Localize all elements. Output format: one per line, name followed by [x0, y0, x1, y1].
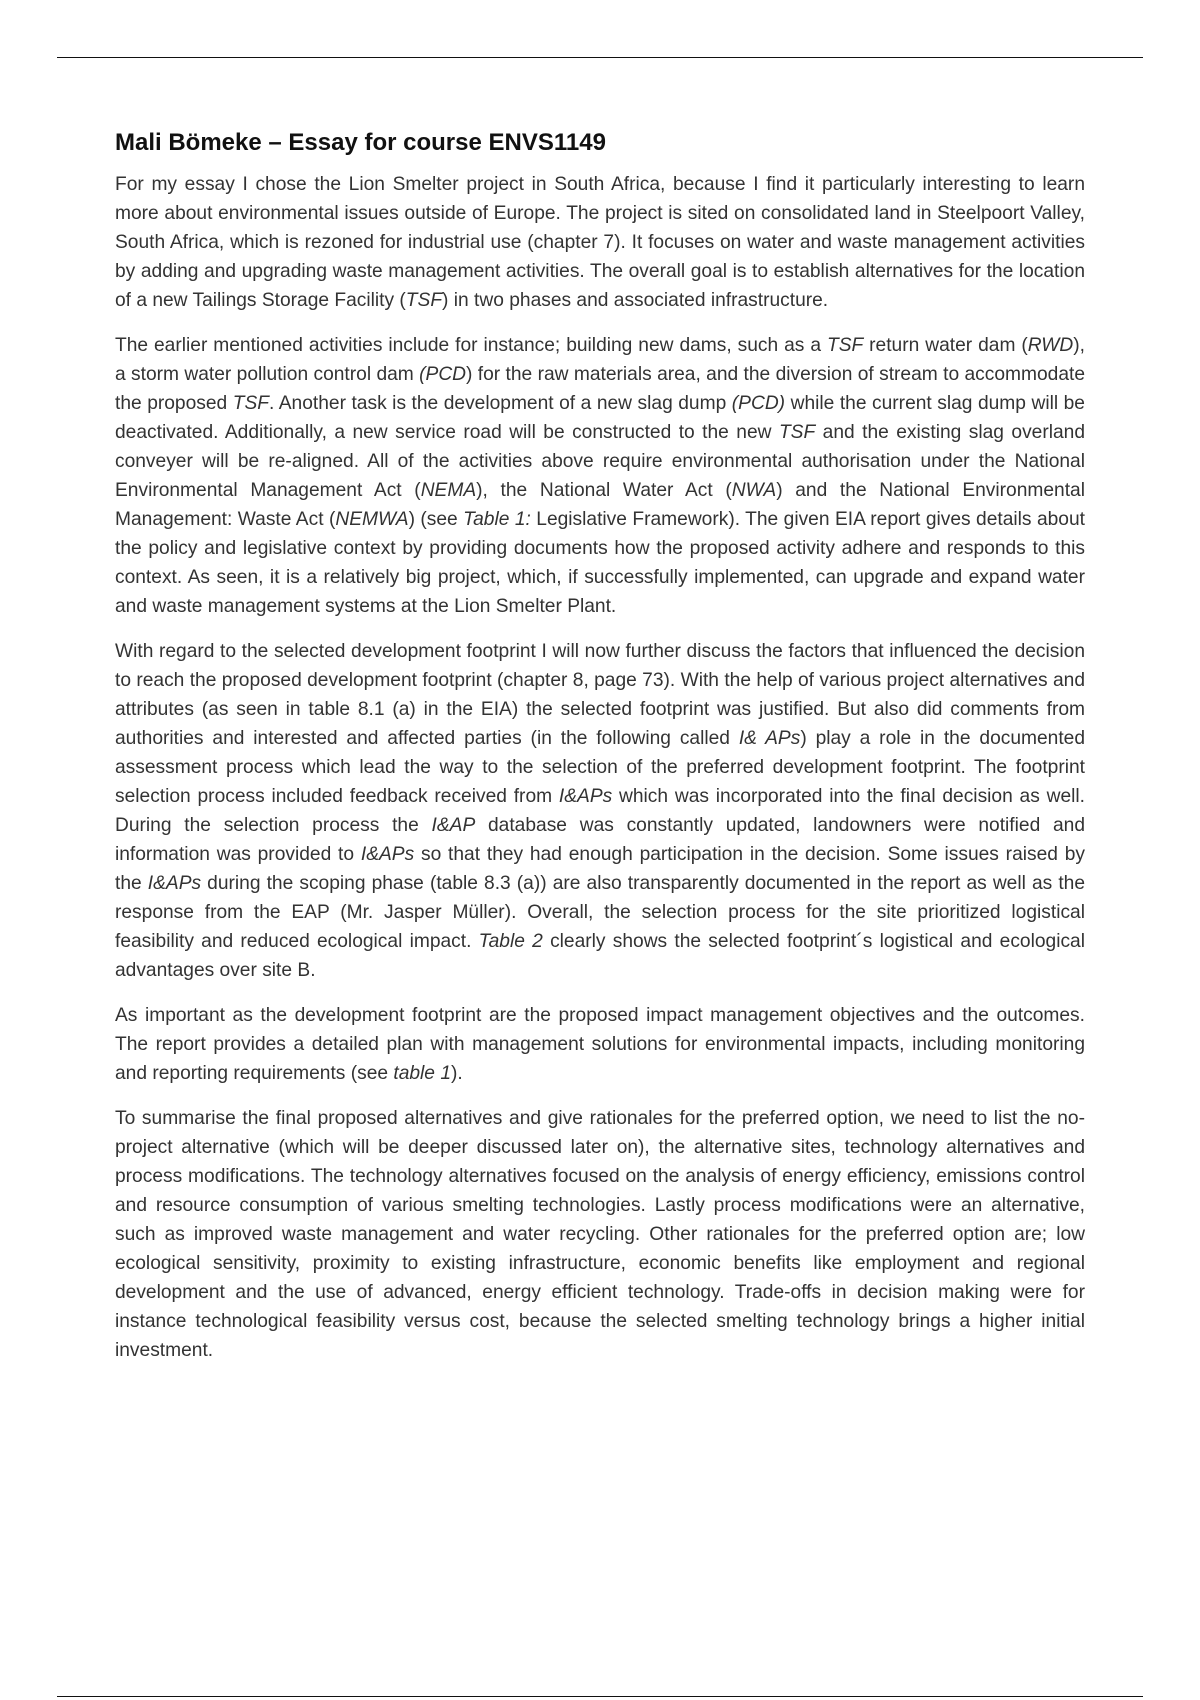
- italic-text: NEMWA: [335, 509, 409, 530]
- paragraph-footprint: [115, 637, 1085, 985]
- text-run: For my essay I chose the Lion Smelter project in South Africa, because I find it particularly interesting to learn more about environmental issues outside of Europe. The project is sited on consolidated land in Steelpoort Valley, South Africa, which is rezoned for industrial use (chapter 7). It focuses on water and waste management activities by adding and upgrading waste management activities. The overall goal is to establish alternatives for the location of a new Tailings Storage Facility (: [115, 174, 1085, 311]
- text-run: ) (see: [408, 509, 464, 530]
- document-body: [115, 127, 1085, 1381]
- italic-text: TSF: [232, 393, 269, 414]
- italic-text: (PCD: [419, 364, 467, 385]
- text-run: clearly shows the selected footprint´s logistical and ecological advantages over site B.: [115, 931, 1085, 981]
- text-run: database was constantly updated, landowners were notified and information was provided to: [115, 815, 1086, 865]
- paragraph-intro: [115, 170, 1085, 315]
- text-run: ) for the raw materials area, and the diversion of stream to accommodate the proposed: [115, 364, 1085, 414]
- italic-text: NWA: [731, 480, 777, 501]
- footer-rule: [57, 1696, 1143, 1697]
- essay-title: Mali Bömeke – Essay for course ENVS1149: [115, 129, 606, 156]
- text-run: ) play a role in the documented assessment process which lead the way to the selection of the preferred development footprint. The footprint selection process included feedback received from: [115, 728, 1085, 807]
- text-run: during the scoping phase (table 8.3 (a)) are also transparently documented in the report as well as the response from the EAP (Mr. Jasper Müller). Overall, the selection process for the site prioritized logistical feasibility and reduced ecological impact.: [115, 873, 1085, 952]
- italic-text: (PCD): [731, 393, 786, 414]
- text-run: ), the National Water Act (: [476, 480, 732, 501]
- paragraph-activities: [115, 331, 1085, 621]
- text-run: As important as the development footprint are the proposed impact management objectives and the outcomes. The report provides a detailed plan with management solutions for environmental impacts, including monitoring and reporting requirements (see: [115, 1005, 1085, 1084]
- text-run: . Another task is the development of a new slag dump: [268, 393, 732, 414]
- paragraph-impact-management: [115, 1001, 1085, 1088]
- italic-text: TSF: [778, 422, 816, 443]
- italic-text: I&APs: [558, 786, 613, 807]
- header-rule: [57, 57, 1143, 58]
- text-run: return water dam (: [863, 335, 1028, 356]
- text-run: so that they had enough participation in the decision. Some issues raised by the: [115, 844, 1086, 894]
- italic-text: TSF: [826, 335, 864, 356]
- italic-text: I&APs: [360, 844, 415, 865]
- text-run: To summarise the final proposed alternatives and give rationales for the preferred option, we need to list the no-project alternative (which will be deeper discussed later on), the alternative sites, technology alternatives and process modifications. The technology alternatives focused on the analysis of energy efficiency, emissions control and resource consumption of various smelting technologies. Lastly process modifications were an alternative, such as improved waste management and water recycling. Other rationales for the preferred option are; low ecological sensitivity, proximity to existing infrastructure, economic benefits like employment and regional development and the use of advanced, energy efficient technology. Trade-offs in decision making were for instance technological feasibility versus cost, because the selected smelting technology brings a higher initial investment.: [115, 1108, 1085, 1361]
- text-run: ).: [450, 1063, 463, 1084]
- paragraph-summary: [115, 1104, 1085, 1365]
- text-run: ) in two phases and associated infrastructure.: [442, 290, 829, 311]
- text-run: which was incorporated into the final decision as well. During the selection process the: [115, 786, 1085, 836]
- italic-text: TSF: [405, 290, 443, 311]
- text-run: Legislative Framework). The given EIA report gives details about the policy and legislative context by providing documents how the proposed activity adhere and responds to this context. As seen, it is a relatively big project, which, if successfully implemented, can upgrade and expand water and waste management systems at the Lion Smelter Plant.: [115, 509, 1085, 617]
- text-run: and the existing slag overland conveyer will be re-aligned. All of the activities above require environmental authorisation under the National Environmental Management Act (: [115, 422, 1085, 501]
- italic-text: I& APs: [738, 728, 801, 749]
- italic-text: I&APs: [147, 873, 202, 894]
- italic-text: I&AP: [431, 815, 476, 836]
- text-run: ), a storm water pollution control dam: [115, 335, 1085, 385]
- text-run: The earlier mentioned activities include for instance; building new dams, such as a: [115, 335, 827, 356]
- italic-text: Table 1:: [463, 509, 531, 530]
- text-run: while the current slag dump will be deactivated. Additionally, a new service road will be constructed to the new: [115, 393, 1085, 443]
- italic-text: RWD: [1027, 335, 1074, 356]
- text-run: With regard to the selected development footprint I will now further discuss the factors that influenced the decision to reach the proposed development footprint (chapter 8, page 73). With the help of various project alternatives and attributes (as seen in table 8.1 (a) in the EIA) the selected footprint was justified. But also did comments from authorities and interested and affected parties (in the following called: [115, 641, 1085, 749]
- italic-text: table 1: [393, 1063, 451, 1084]
- text-run: ) and the National Environmental Management: Waste Act (: [115, 480, 1085, 530]
- italic-text: NEMA: [420, 480, 477, 501]
- italic-text: Table 2: [478, 931, 543, 952]
